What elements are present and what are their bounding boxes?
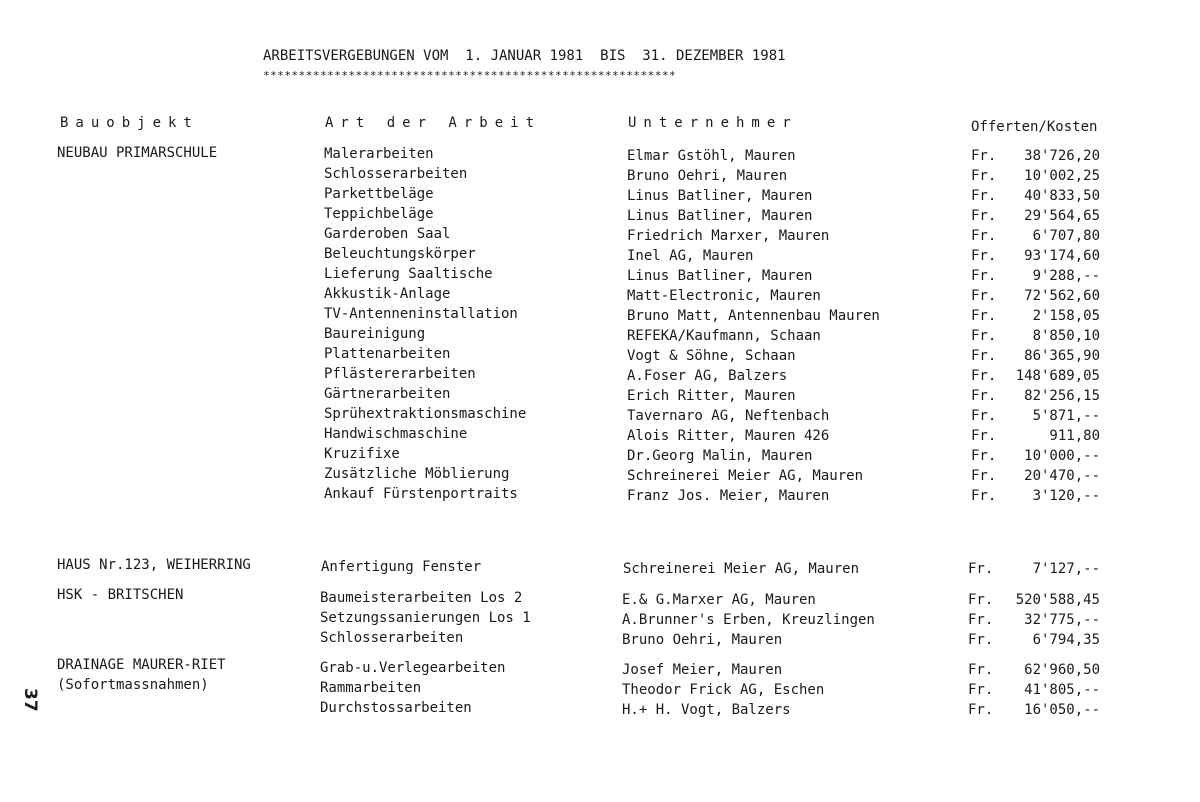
unternehmer-cell: Linus Batliner, Mauren (627, 268, 813, 284)
header-offerten-kosten: Offerten/Kosten (971, 119, 1098, 135)
art-der-arbeit-cell: Gärtnerarbeiten (324, 386, 451, 402)
art-der-arbeit-cell: Handwischmaschine (324, 426, 468, 442)
unternehmer-cell: Schreinerei Meier AG, Mauren (623, 561, 860, 577)
currency-label: Fr. (968, 662, 994, 678)
unternehmer-cell: Bruno Oehri, Mauren (627, 168, 788, 184)
betrag-cell: 3'120,-- (1032, 488, 1100, 504)
betrag-cell: 32'775,-- (1024, 612, 1100, 628)
betrag-cell: 16'050,-- (1024, 702, 1100, 718)
art-der-arbeit-cell: Durchstossarbeiten (320, 700, 472, 716)
currency-label: Fr. (968, 632, 994, 648)
currency-label: Fr. (971, 188, 997, 204)
betrag-cell: 911,80 (1049, 428, 1100, 444)
page-number: 37 (20, 688, 40, 712)
unternehmer-cell: Franz Jos. Meier, Mauren (627, 488, 830, 504)
unternehmer-cell: Friedrich Marxer, Mauren (627, 228, 830, 244)
unternehmer-cell: Linus Batliner, Mauren (627, 188, 813, 204)
betrag-cell: 40'833,50 (1024, 188, 1100, 204)
unternehmer-cell: A.Brunner's Erben, Kreuzlingen (622, 612, 875, 628)
art-der-arbeit-cell: Setzungssanierungen Los 1 (320, 610, 531, 626)
unternehmer-cell: Dr.Georg Malin, Mauren (627, 448, 813, 464)
title-underline: ********************************************************** (263, 69, 677, 82)
currency-label: Fr. (971, 168, 997, 184)
betrag-cell: 6'794,35 (1032, 632, 1100, 648)
art-der-arbeit-cell: Schlosserarbeiten (324, 166, 468, 182)
art-der-arbeit-cell: Grab-u.Verlegearbeiten (320, 660, 506, 676)
art-der-arbeit-cell: Rammarbeiten (320, 680, 422, 696)
bauobjekt-label: NEUBAU PRIMARSCHULE (57, 145, 218, 161)
currency-label: Fr. (971, 228, 997, 244)
betrag-cell: 10'002,25 (1024, 168, 1100, 184)
betrag-cell: 7'127,-- (1032, 561, 1100, 577)
art-der-arbeit-cell: Plattenarbeiten (324, 346, 451, 362)
betrag-cell: 9'288,-- (1032, 268, 1100, 284)
currency-label: Fr. (971, 268, 997, 284)
art-der-arbeit-cell: TV-Antenneninstallation (324, 306, 518, 322)
betrag-cell: 82'256,15 (1024, 388, 1100, 404)
document-title: ARBEITSVERGEBUNGEN VOM 1. JANUAR 1981 BIS 31. DEZEMBER 1981 (263, 48, 786, 64)
betrag-cell: 148'689,05 (1015, 368, 1100, 384)
betrag-cell: 520'588,45 (1015, 592, 1100, 608)
unternehmer-cell: Josef Meier, Mauren (622, 662, 783, 678)
art-der-arbeit-cell: Schlosserarbeiten (320, 630, 464, 646)
betrag-cell: 62'960,50 (1024, 662, 1100, 678)
currency-label: Fr. (971, 368, 997, 384)
art-der-arbeit-cell: Akkustik-Anlage (324, 286, 451, 302)
betrag-cell: 93'174,60 (1024, 248, 1100, 264)
betrag-cell: 2'158,05 (1032, 308, 1100, 324)
unternehmer-cell: Elmar Gstöhl, Mauren (627, 148, 796, 164)
betrag-cell: 29'564,65 (1024, 208, 1100, 224)
currency-label: Fr. (971, 308, 997, 324)
currency-label: Fr. (971, 408, 997, 424)
betrag-cell: 86'365,90 (1024, 348, 1100, 364)
currency-label: Fr. (968, 682, 994, 698)
unternehmer-cell: Matt-Electronic, Mauren (627, 288, 821, 304)
unternehmer-cell: REFEKA/Kaufmann, Schaan (627, 328, 821, 344)
currency-label: Fr. (971, 328, 997, 344)
art-der-arbeit-cell: Garderoben Saal (324, 226, 451, 242)
currency-label: Fr. (971, 348, 997, 364)
currency-label: Fr. (971, 448, 997, 464)
unternehmer-cell: E.& G.Marxer AG, Mauren (622, 592, 816, 608)
currency-label: Fr. (971, 208, 997, 224)
betrag-cell: 6'707,80 (1032, 228, 1100, 244)
betrag-cell: 5'871,-- (1032, 408, 1100, 424)
unternehmer-cell: H.+ H. Vogt, Balzers (622, 702, 791, 718)
unternehmer-cell: Tavernaro AG, Neftenbach (627, 408, 830, 424)
art-der-arbeit-cell: Anfertigung Fenster (321, 559, 482, 575)
art-der-arbeit-cell: Malerarbeiten (324, 146, 434, 162)
art-der-arbeit-cell: Ankauf Fürstenportraits (324, 486, 518, 502)
betrag-cell: 8'850,10 (1032, 328, 1100, 344)
art-der-arbeit-cell: Lieferung Saaltische (324, 266, 493, 282)
bauobjekt-label: HSK - BRITSCHEN (57, 587, 184, 603)
betrag-cell: 72'562,60 (1024, 288, 1100, 304)
unternehmer-cell: Inel AG, Mauren (627, 248, 754, 264)
unternehmer-cell: A.Foser AG, Balzers (627, 368, 788, 384)
betrag-cell: 38'726,20 (1024, 148, 1100, 164)
bauobjekt-label: HAUS Nr.123, WEIHERRING (57, 557, 251, 573)
unternehmer-cell: Theodor Frick AG, Eschen (622, 682, 825, 698)
art-der-arbeit-cell: Sprühextraktionsmaschine (324, 406, 527, 422)
currency-label: Fr. (971, 288, 997, 304)
currency-label: Fr. (971, 148, 997, 164)
unternehmer-cell: Bruno Oehri, Mauren (622, 632, 783, 648)
art-der-arbeit-cell: Beleuchtungskörper (324, 246, 476, 262)
currency-label: Fr. (968, 592, 994, 608)
unternehmer-cell: Bruno Matt, Antennenbau Mauren (627, 308, 880, 324)
art-der-arbeit-cell: Pflästererarbeiten (324, 366, 476, 382)
art-der-arbeit-cell: Teppichbeläge (324, 206, 434, 222)
art-der-arbeit-cell: Baureinigung (324, 326, 426, 342)
betrag-cell: 41'805,-- (1024, 682, 1100, 698)
header-unternehmer: Unternehmer (628, 115, 798, 131)
art-der-arbeit-cell: Baumeisterarbeiten Los 2 (320, 590, 523, 606)
currency-label: Fr. (971, 428, 997, 444)
art-der-arbeit-cell: Kruzifixe (324, 446, 400, 462)
header-bauobjekt: Bauobjekt (60, 115, 199, 131)
currency-label: Fr. (971, 388, 997, 404)
currency-label: Fr. (968, 561, 994, 577)
art-der-arbeit-cell: Parkettbeläge (324, 186, 434, 202)
unternehmer-cell: Linus Batliner, Mauren (627, 208, 813, 224)
unternehmer-cell: Vogt & Söhne, Schaan (627, 348, 796, 364)
currency-label: Fr. (971, 468, 997, 484)
header-art-der-arbeit: Art der Arbeit (325, 115, 542, 131)
betrag-cell: 10'000,-- (1024, 448, 1100, 464)
betrag-cell: 20'470,-- (1024, 468, 1100, 484)
currency-label: Fr. (968, 612, 994, 628)
unternehmer-cell: Erich Ritter, Mauren (627, 388, 796, 404)
currency-label: Fr. (971, 248, 997, 264)
art-der-arbeit-cell: Zusätzliche Möblierung (324, 466, 510, 482)
currency-label: Fr. (971, 488, 997, 504)
bauobjekt-label: DRAINAGE MAURER-RIET (57, 657, 226, 673)
unternehmer-cell: Alois Ritter, Mauren 426 (627, 428, 830, 444)
bauobjekt-label: (Sofortmassnahmen) (57, 677, 209, 693)
unternehmer-cell: Schreinerei Meier AG, Mauren (627, 468, 864, 484)
currency-label: Fr. (968, 702, 994, 718)
